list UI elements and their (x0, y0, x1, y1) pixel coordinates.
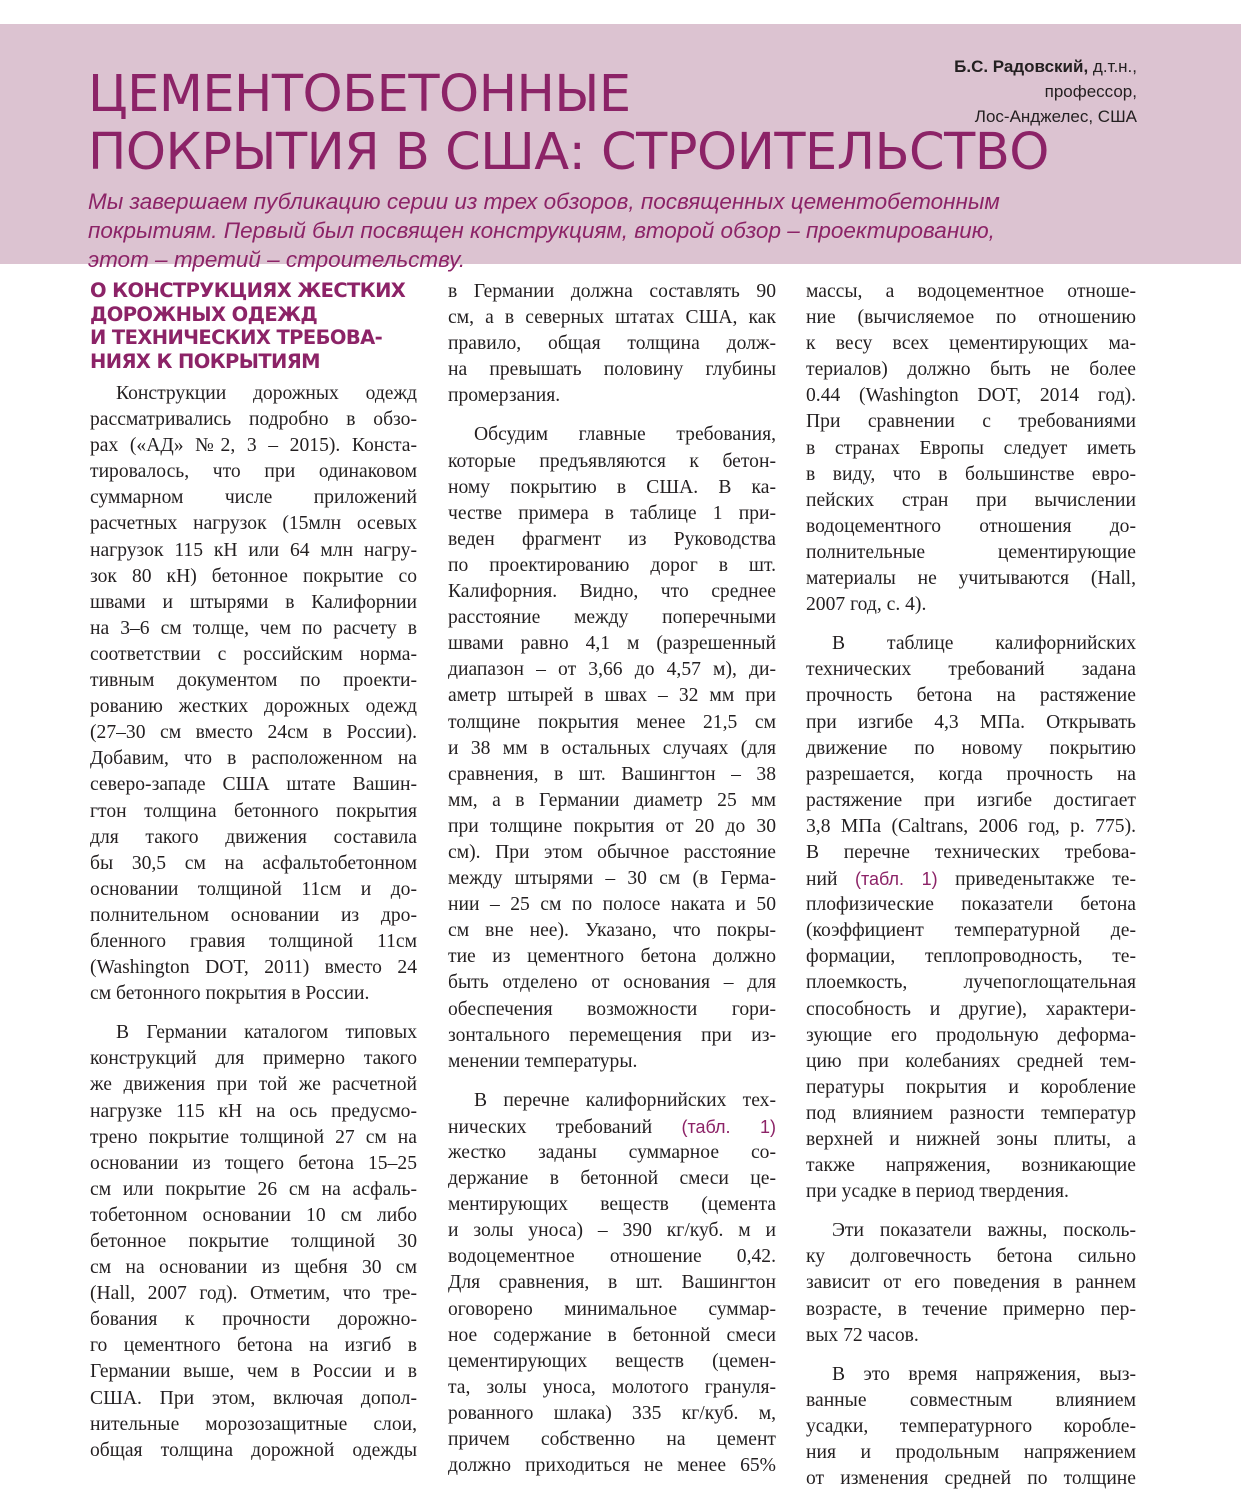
text-line: должно приходиться не менее 65% (448, 1455, 776, 1477)
text-line: В перечне калифорнийских тех- (474, 1089, 776, 1111)
text-line: водоцементного отношения до- (806, 515, 1136, 537)
text-line: прочность бетона на растяжение (806, 685, 1136, 707)
text-line: рованного шлака) 335 кг/куб. м, (448, 1402, 776, 1424)
text-line: ментирующих веществ (цемента (448, 1194, 776, 1216)
lead-line: покрытиям. Первый был посвящен конструкциям, второй обзор – проектированию, (88, 218, 995, 243)
text-line: держание в бетонной смеси це- (448, 1168, 776, 1190)
text-line: швами равно 4,1 м (разрешенный (448, 633, 776, 655)
text-line: см, а в северных штатах США, как (448, 307, 776, 329)
text-line: см бетонного покрытия в России. (90, 983, 370, 1005)
author-name: Б.С. Радовский, (954, 57, 1089, 76)
text-line: верхней и нижней зоны плиты, а (806, 1129, 1136, 1150)
text-line: и золы уноса) – 390 кг/куб. м и (448, 1220, 776, 1242)
header-band (0, 24, 1241, 272)
text-line: общая толщина дорожной одежды (90, 1439, 417, 1461)
text-line: в Германии должна составлять 90 (448, 281, 776, 302)
paragraph (90, 1020, 417, 1464)
text-line: см вне нее). Указано, что покры- (448, 920, 776, 942)
text-line: тивным документом по проекти- (90, 670, 417, 692)
text-line: рассматривались подробно в обзо- (90, 409, 417, 431)
title-line: ПОКРЫТИЯ В США: СТРОИТЕЛЬСТВО (88, 123, 1049, 182)
heading-line: НИЯХ К ПОКРЫТИЯМ (90, 349, 320, 373)
heading-line: И ТЕХНИЧЕСКИХ ТРЕБОВА- (90, 326, 383, 349)
text-line: Конструкции дорожных одежд (116, 383, 417, 404)
table-reference-link[interactable]: (табл. 1) (681, 1116, 776, 1137)
text-line: зонтального перемещения при из- (448, 1024, 776, 1046)
text-line: (Washington DOT, 2011) вместо 24 (90, 957, 417, 979)
text-line: ние (вычисляемое по отношению (806, 307, 1136, 329)
text-line: движение по новому покрытию (806, 737, 1136, 759)
text-line: растяжение при изгибе достигает (806, 789, 1136, 811)
text-line: (27–30 см вместо 24см в России). (90, 722, 417, 744)
text-line: толщине покрытия менее 21,5 см (448, 711, 776, 733)
section-heading (90, 279, 417, 373)
heading-line: О КОНСТРУКЦИЯХ ЖЕСТКИХ (90, 279, 406, 302)
text-line: усадки, температурного коробле- (806, 1415, 1136, 1437)
text-line: нии – 25 см по полосе наката и 50 (448, 894, 776, 916)
text-line: расстояние между поперечными (448, 607, 776, 629)
text-line: технических требований задана (806, 659, 1136, 681)
text-line: основании толщиной 11см и до- (90, 878, 417, 900)
table-reference-link[interactable]: (табл. 1) (854, 869, 938, 890)
text-line: 3,8 МПа (Caltrans, 2006 год, p. 775). (806, 815, 1136, 837)
text-line: (Hall, 2007 год). Отметим, что тре- (90, 1283, 417, 1305)
text-line: В таблице калифорнийских (832, 633, 1136, 655)
text-line: 2007 год, с. 4). (806, 594, 927, 616)
text-line: полнительном основании из дро- (90, 904, 417, 926)
text-line: в виду, что в большинстве евро- (806, 463, 1136, 485)
title-line: ЦЕМЕНТОБЕТОННЫЕ (88, 65, 631, 124)
text-line: основании из тощего бетона 15–25 (90, 1152, 417, 1174)
text-line: северо-западе США штате Вашин- (90, 774, 417, 796)
author-position: профессор, (1044, 82, 1137, 101)
paragraph (448, 422, 776, 1074)
text-line: на 3–6 см толще, чем по расчету в (90, 617, 417, 639)
text-line: ванные совместным влиянием (806, 1389, 1136, 1411)
paragraph (806, 631, 1136, 1205)
text-line: и 38 мм в остальных случаях (для (448, 737, 776, 759)
lead-paragraph (88, 187, 1168, 274)
text-line: Добавим, что в расположенном на (90, 748, 417, 770)
text-line: конструкций для примерно такого (90, 1048, 417, 1070)
text-line: между штырями – 30 см (в Герма- (448, 868, 776, 890)
paragraph (806, 279, 1136, 618)
text-line: швами и штырями в Калифорнии (90, 591, 417, 613)
paragraph (90, 381, 417, 1007)
author-degree: д.т.н., (1088, 57, 1137, 76)
text-line: см на основании из щебня 30 см (90, 1257, 417, 1279)
text-line: В Германии каталогом типовых (116, 1022, 417, 1044)
text-line (806, 866, 1136, 892)
text-line: цию при колебаниях средней тем- (806, 1050, 1136, 1072)
lead-line: Мы завершаем публикацию серии из трех обзоров, посвященных цементобетонным (88, 189, 1000, 214)
text-line: жестко заданы суммарное со- (448, 1142, 776, 1163)
text-line: промерзания. (448, 385, 561, 407)
text-line: Калифорния. Видно, что среднее (448, 581, 776, 603)
text-line: вых 72 часов. (806, 1324, 919, 1346)
text-line: к весу всех цементирующих ма- (806, 333, 1136, 355)
text-line: водоцементное отношение 0,42. (448, 1246, 776, 1268)
text-line: нагрузок 115 кН или 64 млн нагру- (90, 539, 417, 561)
text-line: формации, теплопроводность, те- (806, 946, 1136, 968)
text-line: тировалось, что при одинаковом (90, 461, 417, 483)
text-line: бования к прочности дорожно- (90, 1309, 417, 1331)
heading-line: ДОРОЖНЫХ ОДЕЖД (90, 302, 318, 326)
text-line: см). При этом обычное расстояние (448, 841, 776, 863)
text-line: причем собственно на цемент (448, 1429, 776, 1451)
text-line: ному покрытию в США. В ка- (448, 476, 776, 498)
text-line: оговорено минимальное суммар- (448, 1298, 776, 1320)
text-line: обеспечения возможности гори- (448, 998, 776, 1020)
text-line: Эти показатели важны, посколь- (832, 1220, 1136, 1242)
text-line: рованию жестких дорожных одежд (90, 696, 417, 718)
text-line: в странах Европы следует иметь (806, 437, 1136, 459)
text-line: ния и продольным напряжением (806, 1442, 1136, 1464)
text-line: при изгибе 4,3 МПа. Открывать (806, 711, 1136, 733)
author-block (954, 54, 1137, 129)
text-line: бы 30,5 см на асфальтобетонном (90, 852, 417, 874)
text-line: ку долговечность бетона сильно (806, 1246, 1136, 1268)
text-line: нительные морозозащитные слои, (90, 1413, 417, 1435)
text-line: цементирующих веществ (цемен- (448, 1350, 776, 1372)
text-line: мм, а в Германии диаметр 25 мм (448, 789, 776, 811)
text-line: го цементного бетона на изгиб в (90, 1335, 417, 1357)
text-line: трено покрытие толщиной 27 см на (90, 1126, 417, 1148)
author-city: Лос-Анджелес, США (974, 107, 1137, 126)
text-line: В это время напряжения, выз- (832, 1363, 1136, 1385)
text-line: для такого движения составила (90, 826, 417, 848)
text-line: пейских стран при вычислении (806, 489, 1136, 511)
text-line: сравнения, в шт. Вашингтон – 38 (448, 763, 776, 785)
text-line: при усадке в период твердения. (806, 1181, 1069, 1203)
text-line: бетонное покрытие толщиной 30 (90, 1231, 417, 1252)
text-line: аметр штырей в швах – 32 мм при (448, 685, 776, 707)
text-line: зующие его продольную деформа- (806, 1024, 1136, 1046)
text-line: нагрузке 115 кН на ось предусмо- (90, 1100, 417, 1122)
text-line: зок 80 кН) бетонное покрытие со (90, 565, 417, 587)
text-line: разрешается, когда прочность на (806, 763, 1136, 785)
paragraph (448, 279, 776, 409)
text-line (448, 1114, 776, 1140)
text-line: способность и другие), характери- (806, 998, 1136, 1020)
text-line: та, золы уноса, молотого грануля- (448, 1376, 776, 1398)
paragraph (806, 1218, 1136, 1348)
text-line: суммарном числе приложений (90, 487, 417, 509)
text-line: полнительные цементирующие (806, 541, 1136, 563)
author-line (954, 54, 1137, 79)
column-1 (90, 279, 417, 1469)
text-fragment: приведенытакже те- (955, 869, 1136, 891)
text-line: 0.44 (Washington DOT, 2014 год). (806, 385, 1136, 407)
paragraph (806, 1362, 1136, 1492)
text-line: рах («АД» №2, 3 – 2015). Конста- (90, 435, 417, 457)
article-title (88, 66, 1049, 182)
text-line: зависит от его поведения в раннем (806, 1272, 1136, 1294)
text-line: правило, общая толщина долж- (448, 333, 776, 355)
text-line: соответствии с российским норма- (90, 643, 417, 665)
text-line: В перечне технических требова- (806, 841, 1136, 863)
text-line: при толщине покрытия от 20 до 30 (448, 815, 776, 837)
text-fragment: ний (806, 869, 838, 891)
text-line: которые предъявляются к бетон- (448, 450, 776, 472)
text-line: Для сравнения, в шт. Вашингтон (448, 1272, 776, 1294)
text-line: быть отделено от основания – для (448, 972, 776, 994)
text-line: же движения при той же расчетной (90, 1074, 417, 1096)
text-line: материалы не учитываются (Hall, (806, 568, 1136, 590)
text-line: тие из цементного бетона должно (448, 946, 776, 968)
text-line: гтон толщина бетонного покрытия (90, 800, 417, 822)
text-line: от изменения средней по толщине (806, 1468, 1136, 1490)
text-line: массы, а водоцементное отноше- (806, 281, 1136, 302)
text-line: Обсудим главные требования, (474, 424, 776, 446)
text-line: на превышать половину глубины (448, 359, 776, 381)
text-line: териалов) должно быть не более (806, 359, 1136, 381)
text-line: менении температуры. (448, 1050, 638, 1072)
text-line: При сравнении с требованиями (806, 411, 1136, 433)
text-line: плоемкость, лучепоглощательная (806, 972, 1136, 994)
text-line: ное содержание в бетонной смеси (448, 1324, 776, 1346)
text-line: пературы покрытия и коробление (806, 1076, 1136, 1098)
paragraph (448, 1088, 776, 1479)
text-line: по проектированию дорог в шт. (448, 554, 776, 576)
text-line: Германии выше, чем в России и в (90, 1361, 417, 1383)
lead-line: этот – третий – строительству. (88, 247, 466, 272)
text-fragment: нических требований (448, 1116, 653, 1138)
text-line: диапазон – от 3,66 до 4,57 м), ди- (448, 659, 776, 681)
text-line: под влиянием разности температур (806, 1102, 1136, 1124)
text-line: плофизические показатели бетона (806, 894, 1136, 916)
text-line: также напряжения, возникающие (806, 1155, 1136, 1177)
text-line: (коэффициент температурной де- (806, 920, 1136, 942)
column-2 (448, 279, 776, 1477)
text-line: бленного гравия толщиной 11см (90, 930, 417, 952)
text-line: веден фрагмент из Руководства (448, 528, 776, 550)
text-line: расчетных нагрузок (15млн осевых (90, 513, 417, 535)
text-line: возрасте, в течение примерно пер- (806, 1298, 1136, 1320)
text-line: тобетонном основании 10 см либо (90, 1204, 417, 1226)
text-line: США. При этом, включая допол- (90, 1387, 417, 1409)
column-3 (806, 279, 1136, 1490)
text-line: см или покрытие 26 см на асфаль- (90, 1178, 417, 1200)
text-line: честве примера в таблице 1 при- (448, 502, 776, 524)
